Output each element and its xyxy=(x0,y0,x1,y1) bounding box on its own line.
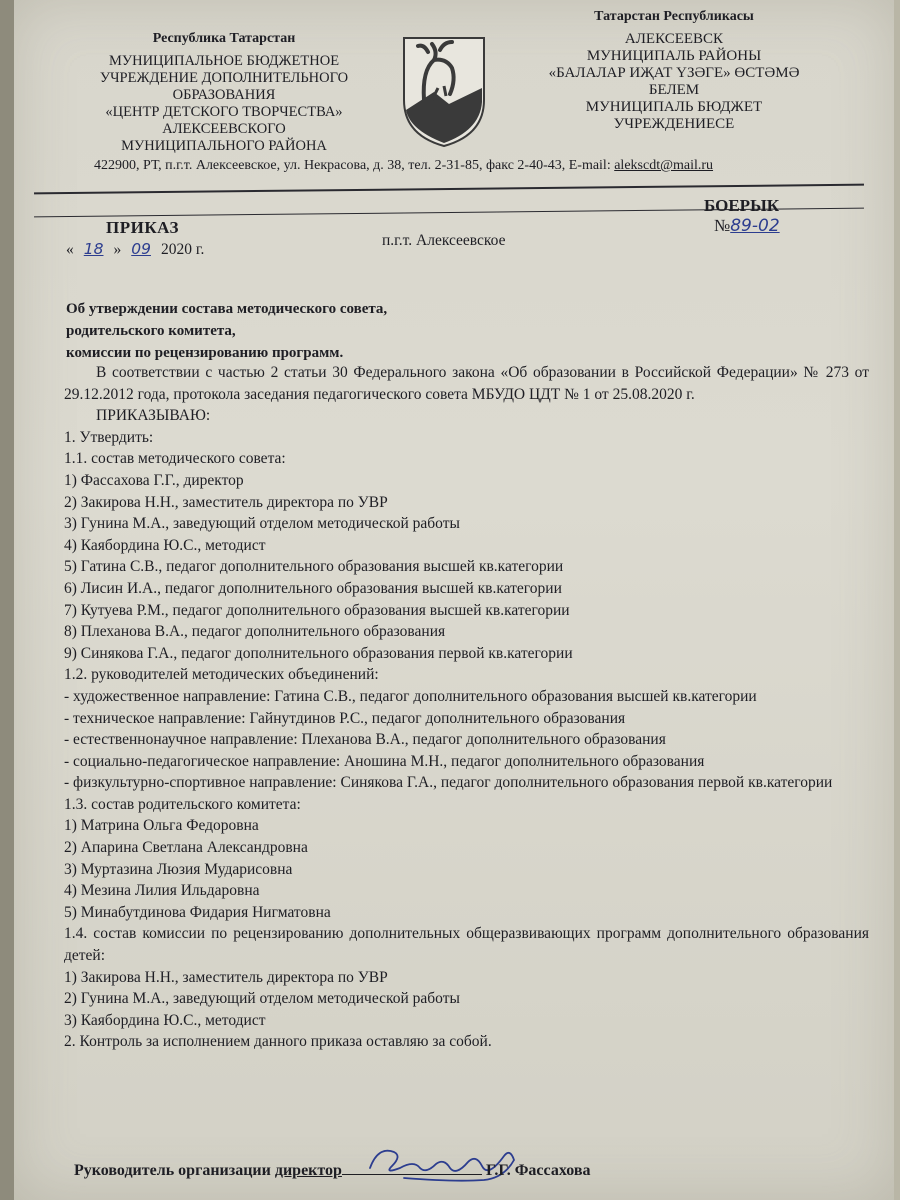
list-item: - физкультурно-спортивное направление: Синякова Г.А., педагог дополнительного образования первой кв.категории xyxy=(64,774,833,792)
page-edge xyxy=(0,0,14,1200)
title-line: родительского комитета, xyxy=(66,323,236,339)
order-date xyxy=(66,240,204,259)
right-org-line: МУНИЦИПАЛЬ РАЙОНЫ xyxy=(586,48,762,64)
number-prefix: № xyxy=(714,216,731,235)
list-item: 1.4. состав комиссии по рецензированию дополнительных общеразвивающих программ дополнительного образования детей: xyxy=(64,925,869,965)
list-item: 1) Матрина Ольга Федоровна xyxy=(64,817,259,835)
left-org-line: МУНИЦИПАЛЬНОГО РАЙОНА xyxy=(121,138,327,154)
header-rule-thick xyxy=(34,184,864,195)
right-org-line: МУНИЦИПАЛЬ БЮДЖЕТ xyxy=(585,99,763,115)
left-org-line: ОБРАЗОВАНИЯ xyxy=(172,87,276,103)
title-line: комиссии по рецензированию программ. xyxy=(66,345,344,361)
list-item: 3) Муртазина Люзия Мударисовна xyxy=(64,860,293,878)
list-item: 6) Лисин И.А., педагог дополнительного образования высшей кв.категории xyxy=(64,579,562,597)
order-number xyxy=(714,216,780,236)
signature-prefix: Руководитель организации xyxy=(74,1162,271,1179)
preamble: В соответствии с частью 2 статьи 30 Федерального закона «Об образовании в Российской Федерации» № 273 от 29.12.2012 года, протокола заседания педагогического совета МБУДО ЦДТ № 1 от 25.08.2020 г. xyxy=(64,364,869,403)
right-republic: Татарстан Республикасы xyxy=(594,9,754,24)
list-item: 1.1. состав методического совета: xyxy=(64,450,286,468)
prikaz-heading: ПРИКАЗ xyxy=(106,218,179,237)
date-year: 2020 г. xyxy=(160,241,205,258)
header-right xyxy=(524,8,824,133)
prikazyvayu-heading: ПРИКАЗЫВАЮ: xyxy=(96,407,211,425)
list-item: - социально-педагогическое направление: Аношина М.Н., педагог дополнительного образования xyxy=(64,752,705,770)
list-item: 7) Кутуева Р.М., педагог дополнительного образования высшей кв.категории xyxy=(64,601,570,619)
list-item: 2) Апарина Светлана Александровна xyxy=(64,839,308,857)
list-item: 1.2. руководителей методических объединений: xyxy=(64,666,379,684)
order-place: п.г.т. Алексеевское xyxy=(382,232,506,249)
list-item: 4) Каябордина Ю.С., методист xyxy=(64,536,266,554)
list-item: 4) Мезина Лилия Ильдаровна xyxy=(64,882,260,900)
handwritten-number: 89-02 xyxy=(730,216,780,236)
list-item: 1.3. состав родительского комитета: xyxy=(64,795,301,813)
list-item: 8) Плеханова В.А., педагог дополнительного образования xyxy=(64,623,446,641)
document-page xyxy=(14,0,894,1200)
right-org-line: «БАЛАЛАР ИҖАТ ҮЗӘГЕ» ӨСТӘМӘ xyxy=(548,65,800,81)
address-line xyxy=(94,158,874,174)
list-item: 2. Контроль за исполнением данного приказа оставляю за собой. xyxy=(64,1033,492,1051)
signature-line xyxy=(74,1162,590,1180)
list-item: 3) Гунина М.А., заведующий отделом методической работы xyxy=(64,515,460,533)
document-body xyxy=(64,362,869,1053)
signature-role: директор xyxy=(274,1162,342,1179)
list-item: 2) Закирова Н.Н., заместитель директора по УВР xyxy=(64,493,388,511)
handwritten-month: 09 xyxy=(131,240,151,258)
list-item: 3) Каябордина Ю.С., методист xyxy=(64,1011,266,1029)
list-item: 5) Гатина С.В., педагог дополнительного образования высшей кв.категории xyxy=(64,558,564,576)
signature-blank xyxy=(342,1162,482,1175)
address-text: 422900, РТ, п.г.т. Алексеевское, ул. Некрасова, д. 38, тел. 2-31-85, факс 2-40-43, E-mail: xyxy=(94,158,611,173)
email-link[interactable]: alekscdt@mail.ru xyxy=(614,158,714,173)
handwritten-day: 18 xyxy=(83,240,104,258)
list-item: 1) Закирова Н.Н., заместитель директора по УВР xyxy=(64,968,388,986)
list-item: - техническое направление: Гайнутдинов Р.С., педагог дополнительного образования xyxy=(64,709,626,727)
list-item: - художественное направление: Гатина С.В., педагог дополнительного образования высшей кв.категории xyxy=(64,687,757,705)
right-org-line: БЕЛЕМ xyxy=(648,82,700,98)
left-org-line: МУНИЦИПАЛЬНОЕ БЮДЖЕТНОЕ xyxy=(108,53,340,69)
document-title xyxy=(66,298,387,364)
title-line: Об утверждении состава методического совета, xyxy=(66,301,388,317)
list-item: - естественнонаучное направление: Плеханова В.А., педагог дополнительного образования xyxy=(64,731,666,749)
left-org-line: АЛЕКСЕЕВСКОГО xyxy=(162,121,286,137)
left-org-line: УЧРЕЖДЕНИЕ ДОПОЛНИТЕЛЬНОГО xyxy=(99,70,349,86)
right-org-line: УЧРЕЖДЕНИЕСЕ xyxy=(613,116,735,132)
signature-name: Г.Г. Фассахова xyxy=(485,1162,591,1179)
left-org-line: «ЦЕНТР ДЕТСКОГО ТВОРЧЕСТВА» xyxy=(105,104,343,120)
boeryk-heading: БОЕРЫК xyxy=(704,196,780,215)
date-quote-close: » xyxy=(113,241,122,258)
list-item: 2) Гунина М.А., заведующий отделом методической работы xyxy=(64,990,460,1008)
right-org-line: АЛЕКСЕЕВСК xyxy=(624,31,724,47)
list-item: 1) Фассахова Г.Г., директор xyxy=(64,471,244,489)
date-quote-open: « xyxy=(66,241,74,258)
list-item: 1. Утвердить: xyxy=(64,428,154,446)
coat-of-arms-emblem xyxy=(394,30,494,150)
list-item: 9) Синякова Г.А., педагог дополнительного образования первой кв.категории xyxy=(64,644,573,662)
left-republic: Республика Татарстан xyxy=(152,31,296,46)
list-item: 5) Минабутдинова Фидария Нигматовна xyxy=(64,903,331,921)
header-left xyxy=(74,30,374,155)
